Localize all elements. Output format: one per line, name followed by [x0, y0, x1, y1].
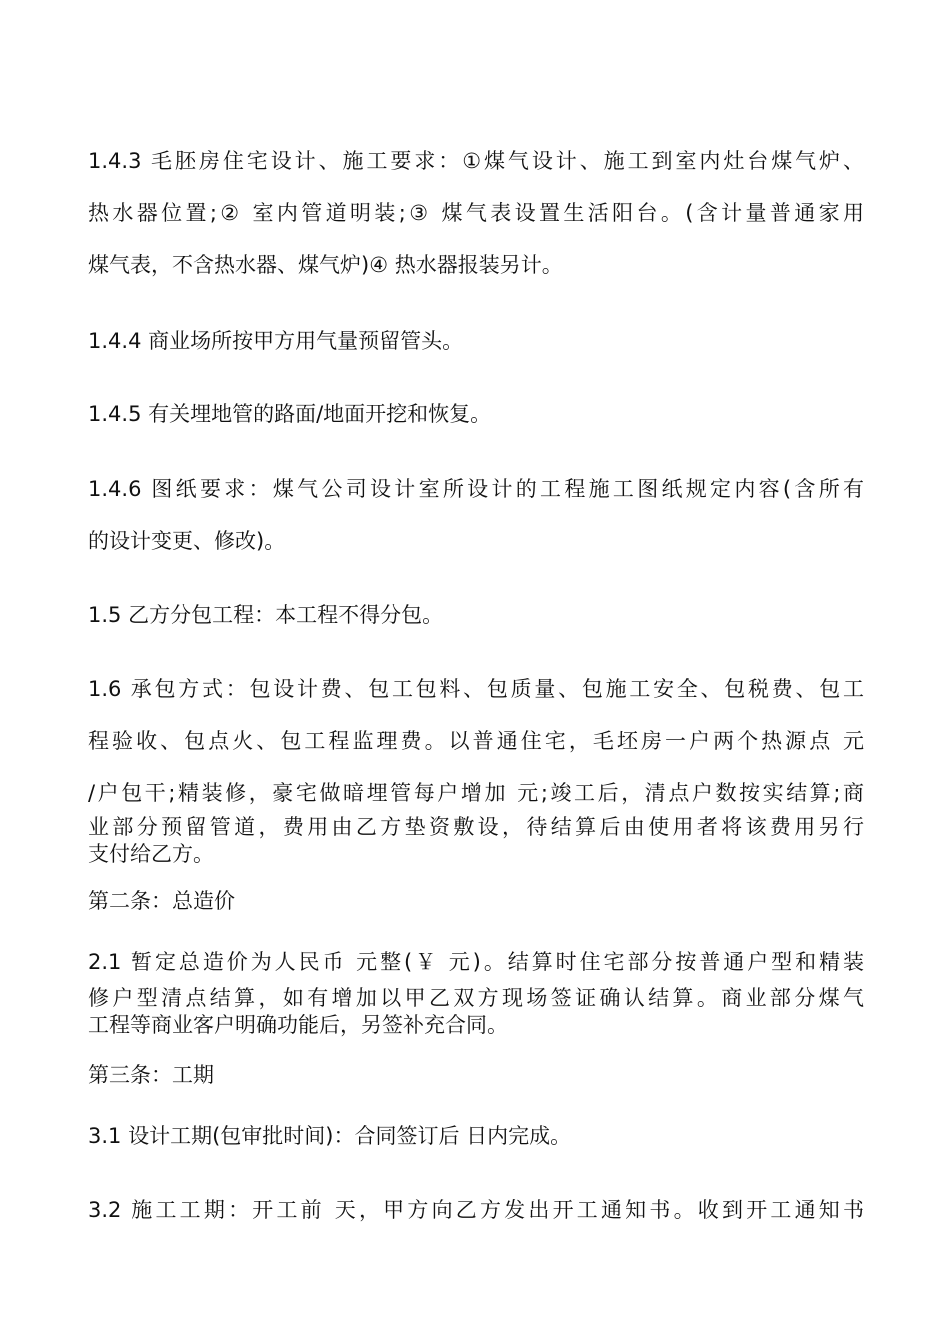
text-line: 修户型清点结算，如有增加以甲乙双方现场签证确认结算。商业部分煤气 [88, 986, 864, 1010]
text-line: 1.4.3 毛胚房住宅设计、施工要求：①煤气设计、施工到室内灶台煤气炉、 [88, 149, 864, 173]
section-heading: 第二条：总造价 [88, 889, 235, 913]
text-line: 支付给乙方。 [88, 842, 214, 866]
text-line: 工程等商业客户明确功能后，另签补充合同。 [88, 1013, 508, 1037]
text-line: 1.4.6 图纸要求：煤气公司设计室所设计的工程施工图纸规定内容(含所有 [88, 477, 864, 501]
text-line: 1.4.4 商业场所按甲方用气量预留管头。 [88, 329, 464, 353]
text-line: 煤气表，不含热水器、煤气炉)④ 热水器报装另计。 [88, 253, 563, 277]
text-line: 业部分预留管道，费用由乙方垫资敷设，待结算后由使用者将该费用另行 [88, 815, 864, 839]
text-line: /户包干;精装修，豪宅做暗埋管每户增加 元;竣工后，清点户数按实结算;商 [88, 781, 864, 805]
text-line: 3.2 施工工期：开工前 天，甲方向乙方发出开工通知书。收到开工通知书 [88, 1198, 864, 1222]
text-line: 3.1 设计工期(包审批时间)：合同签订后 日内完成。 [88, 1124, 572, 1148]
text-line: 的设计变更、修改)。 [88, 529, 286, 553]
text-line: 1.6 承包方式：包设计费、包工包料、包质量、包施工安全、包税费、包工 [88, 677, 864, 701]
text-line: 热水器位置;② 室内管道明装;③ 煤气表设置生活阳台。(含计量普通家用 [88, 201, 864, 225]
text-line: 1.5 乙方分包工程：本工程不得分包。 [88, 603, 444, 627]
text-line: 1.4.5 有关埋地管的路面/地面开挖和恢复。 [88, 402, 492, 426]
text-line: 2.1 暂定总造价为人民币 元整(￥ 元)。结算时住宅部分按普通户型和精装 [88, 950, 864, 974]
section-heading: 第三条：工期 [88, 1063, 214, 1087]
text-line: 程验收、包点火、包工程监理费。以普通住宅，毛坯房一户两个热源点 元 [88, 729, 864, 753]
